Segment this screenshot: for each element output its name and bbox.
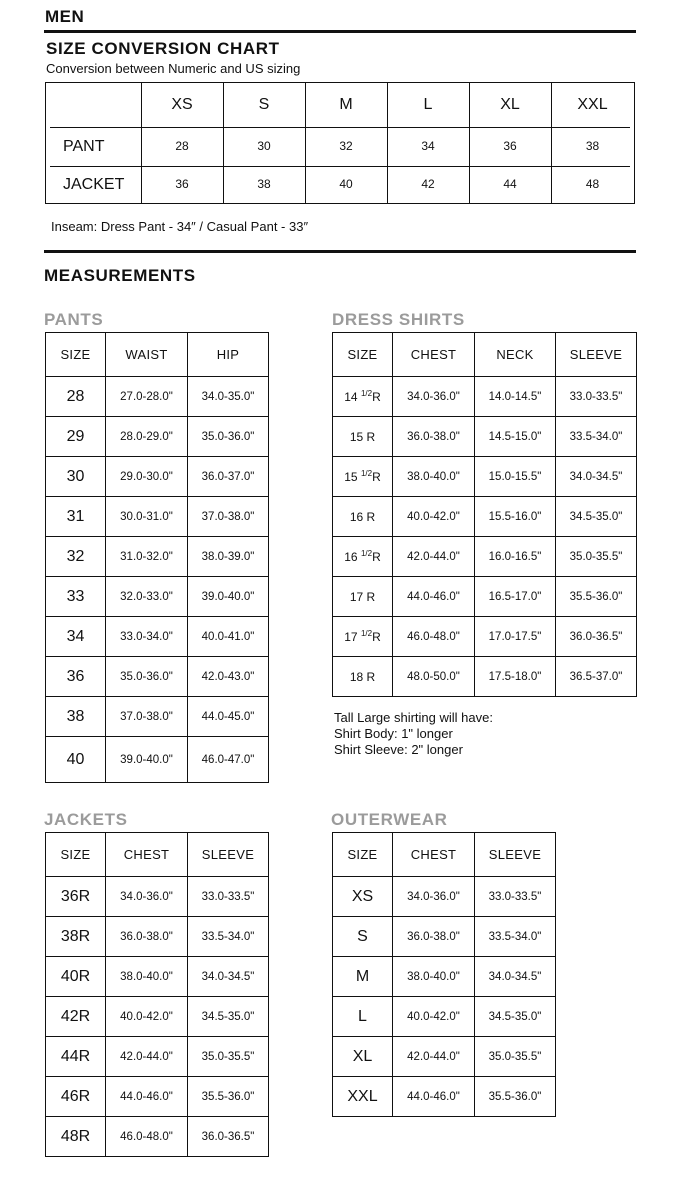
column-header: CHEST bbox=[393, 833, 475, 877]
table-row bbox=[333, 657, 637, 697]
table-row bbox=[333, 537, 637, 577]
outerwear-title: OUTERWEAR bbox=[331, 810, 448, 829]
size-cell: 32 bbox=[46, 537, 106, 577]
measurement-cell: 37.0-38.0" bbox=[106, 697, 188, 737]
size-cell: 17 $^{1/2}$R bbox=[333, 617, 393, 657]
table-row bbox=[46, 737, 269, 783]
table-row bbox=[333, 957, 556, 997]
measurement-cell: 42.0-44.0" bbox=[393, 1037, 475, 1077]
size-cell: 46R bbox=[46, 1077, 106, 1117]
tall-note-line: Shirt Sleeve: 2" longer bbox=[334, 742, 463, 757]
table-row bbox=[46, 1077, 269, 1117]
measurement-cell: 15.0-15.5" bbox=[475, 457, 556, 497]
jackets-table bbox=[45, 832, 269, 1157]
size-cell: L bbox=[333, 997, 393, 1037]
measurement-cell: 44.0-46.0" bbox=[393, 577, 475, 617]
measurement-cell: 35.5-36.0" bbox=[188, 1077, 269, 1117]
table-row bbox=[46, 577, 269, 617]
conversion-row-line bbox=[50, 166, 630, 167]
conversion-col-header: M bbox=[339, 96, 353, 113]
measurement-cell: 34.5-35.0" bbox=[475, 997, 556, 1037]
table-header-row bbox=[46, 333, 269, 377]
column-header: CHEST bbox=[393, 333, 475, 377]
measurement-cell: 42.0-44.0" bbox=[106, 1037, 188, 1077]
table-row bbox=[333, 997, 556, 1037]
measurement-cell: 35.0-35.5" bbox=[475, 1037, 556, 1077]
size-cell: 30 bbox=[46, 457, 106, 497]
conversion-row-label: PANT bbox=[63, 138, 105, 155]
pants-title: PANTS bbox=[44, 310, 104, 329]
conversion-col-header: XL bbox=[500, 96, 520, 113]
measurement-cell: 34.5-35.0" bbox=[188, 997, 269, 1037]
table-row bbox=[46, 697, 269, 737]
size-cell: M bbox=[333, 957, 393, 997]
measurement-cell: 33.0-33.5" bbox=[188, 877, 269, 917]
table-row bbox=[46, 497, 269, 537]
size-cell: 16 $^{1/2}$R bbox=[333, 537, 393, 577]
size-cell: 28 bbox=[46, 377, 106, 417]
measurement-cell: 40.0-41.0" bbox=[188, 617, 269, 657]
conversion-cell: 36 bbox=[175, 177, 189, 191]
measurement-cell: 36.5-37.0" bbox=[556, 657, 637, 697]
measurement-cell: 33.0-33.5" bbox=[556, 377, 637, 417]
measurement-cell: 44.0-46.0" bbox=[106, 1077, 188, 1117]
table-row bbox=[46, 957, 269, 997]
jackets-title: JACKETS bbox=[44, 810, 128, 829]
tall-note bbox=[334, 710, 493, 758]
measurement-cell: 35.5-36.0" bbox=[475, 1077, 556, 1117]
measurement-cell: 36.0-36.5" bbox=[556, 617, 637, 657]
measurement-cell: 40.0-42.0" bbox=[393, 497, 475, 537]
table-row bbox=[46, 1117, 269, 1157]
table-row bbox=[46, 537, 269, 577]
conversion-col-header: S bbox=[258, 96, 270, 113]
measurement-cell: 33.5-34.0" bbox=[556, 417, 637, 457]
table-row bbox=[333, 917, 556, 957]
size-cell: 44R bbox=[46, 1037, 106, 1077]
measurement-cell: 32.0-33.0" bbox=[106, 577, 188, 617]
measurement-cell: 34.5-35.0" bbox=[556, 497, 637, 537]
conversion-cell: 36 bbox=[503, 139, 517, 153]
measurement-cell: 46.0-47.0" bbox=[188, 737, 269, 783]
conversion-col-header: XS bbox=[171, 96, 193, 113]
measurement-cell: 17.0-17.5" bbox=[475, 617, 556, 657]
conversion-cell: 40 bbox=[339, 177, 353, 191]
column-header: CHEST bbox=[106, 833, 188, 877]
measurement-cell: 33.0-34.0" bbox=[106, 617, 188, 657]
measurement-cell: 36.0-38.0" bbox=[393, 917, 475, 957]
size-cell: 36 bbox=[46, 657, 106, 697]
measurement-cell: 30.0-31.0" bbox=[106, 497, 188, 537]
dress-shirts-table bbox=[332, 332, 637, 697]
divider bbox=[44, 30, 636, 33]
measurement-cell: 34.0-34.5" bbox=[475, 957, 556, 997]
measurement-cell: 36.0-37.0" bbox=[188, 457, 269, 497]
measurement-cell: 34.0-34.5" bbox=[556, 457, 637, 497]
measurement-cell: 44.0-46.0" bbox=[393, 1077, 475, 1117]
table-row bbox=[46, 917, 269, 957]
measurement-cell: 38.0-40.0" bbox=[106, 957, 188, 997]
table-row bbox=[46, 457, 269, 497]
measurement-cell: 29.0-30.0" bbox=[106, 457, 188, 497]
size-cell: 34 bbox=[46, 617, 106, 657]
conversion-row-label: JACKET bbox=[63, 176, 125, 193]
tall-note-line: Shirt Body: 1" longer bbox=[334, 726, 453, 741]
conversion-cell: 28 bbox=[175, 139, 189, 153]
size-cell: 15 R bbox=[333, 417, 393, 457]
table-row bbox=[46, 377, 269, 417]
size-cell: 42R bbox=[46, 997, 106, 1037]
measurement-cell: 35.5-36.0" bbox=[556, 577, 637, 617]
measurement-cell: 39.0-40.0" bbox=[106, 737, 188, 783]
size-cell: 29 bbox=[46, 417, 106, 457]
half-size-mark: 1/2 bbox=[360, 629, 373, 638]
measurement-cell: 40.0-42.0" bbox=[106, 997, 188, 1037]
measurement-cell: 33.5-34.0" bbox=[475, 917, 556, 957]
half-size-mark: 1/2 bbox=[360, 389, 373, 398]
column-header: NECK bbox=[475, 333, 556, 377]
measurement-cell: 33.0-33.5" bbox=[475, 877, 556, 917]
size-cell: 15 $^{1/2}$R bbox=[333, 457, 393, 497]
measurement-cell: 42.0-43.0" bbox=[188, 657, 269, 697]
size-cell: 18 R bbox=[333, 657, 393, 697]
conversion-col-line bbox=[387, 83, 388, 203]
conversion-cell: 34 bbox=[421, 139, 435, 153]
table-row bbox=[46, 877, 269, 917]
measurement-cell: 35.0-36.0" bbox=[188, 417, 269, 457]
divider bbox=[44, 250, 636, 253]
conversion-col-line bbox=[469, 83, 470, 203]
measurement-cell: 40.0-42.0" bbox=[393, 997, 475, 1037]
measurement-cell: 37.0-38.0" bbox=[188, 497, 269, 537]
measurement-cell: 34.0-36.0" bbox=[393, 377, 475, 417]
conversion-col-line bbox=[551, 83, 552, 203]
table-row bbox=[46, 997, 269, 1037]
size-cell: 40 bbox=[46, 737, 106, 783]
size-cell: S bbox=[333, 917, 393, 957]
half-size-mark: 1/2 bbox=[360, 469, 373, 478]
half-size-mark: 1/2 bbox=[360, 549, 373, 558]
measurement-cell: 35.0-35.5" bbox=[556, 537, 637, 577]
conversion-col-header: XXL bbox=[577, 96, 608, 113]
measurement-cell: 38.0-39.0" bbox=[188, 537, 269, 577]
table-row bbox=[333, 877, 556, 917]
measurement-cell: 35.0-35.5" bbox=[188, 1037, 269, 1077]
conversion-col-header: L bbox=[423, 96, 433, 113]
column-header: SLEEVE bbox=[188, 833, 269, 877]
conversion-col-line bbox=[141, 83, 142, 203]
table-header-row bbox=[333, 833, 556, 877]
pants-table bbox=[45, 332, 269, 783]
measurement-cell: 34.0-36.0" bbox=[393, 877, 475, 917]
conversion-row-line bbox=[50, 127, 630, 128]
measurement-cell: 35.0-36.0" bbox=[106, 657, 188, 697]
table-row bbox=[333, 497, 637, 537]
measurement-cell: 38.0-40.0" bbox=[393, 957, 475, 997]
column-header: SIZE bbox=[46, 333, 106, 377]
table-row bbox=[46, 1037, 269, 1077]
table-row bbox=[46, 417, 269, 457]
measurements-title: MEASUREMENTS bbox=[44, 266, 196, 285]
table-row bbox=[333, 577, 637, 617]
measurement-cell: 28.0-29.0" bbox=[106, 417, 188, 457]
table-header-row bbox=[333, 333, 637, 377]
table-row bbox=[46, 617, 269, 657]
column-header: SLEEVE bbox=[475, 833, 556, 877]
size-cell: XL bbox=[333, 1037, 393, 1077]
measurement-cell: 39.0-40.0" bbox=[188, 577, 269, 617]
table-header-row bbox=[46, 833, 269, 877]
dress-shirts-title: DRESS SHIRTS bbox=[332, 310, 465, 329]
column-header: HIP bbox=[188, 333, 269, 377]
table-row bbox=[333, 1077, 556, 1117]
size-cell: 48R bbox=[46, 1117, 106, 1157]
table-row bbox=[333, 1037, 556, 1077]
conversion-cell: 38 bbox=[585, 139, 600, 153]
tall-note-line: Tall Large shirting will have: bbox=[334, 710, 493, 725]
column-header: SLEEVE bbox=[556, 333, 637, 377]
size-cell: 16 R bbox=[333, 497, 393, 537]
size-cell: 31 bbox=[46, 497, 106, 537]
conversion-cell: 48 bbox=[585, 177, 600, 191]
measurement-cell: 34.0-35.0" bbox=[188, 377, 269, 417]
table-row bbox=[333, 417, 637, 457]
outerwear-table bbox=[332, 832, 556, 1117]
inseam-note: Inseam: Dress Pant - 34″ / Casual Pant - 33″ bbox=[51, 219, 309, 234]
conversion-cell: 30 bbox=[257, 139, 271, 153]
column-header: SIZE bbox=[333, 333, 393, 377]
measurement-cell: 14.5-15.0" bbox=[475, 417, 556, 457]
measurement-cell: 36.0-38.0" bbox=[393, 417, 475, 457]
conversion-cell: 42 bbox=[421, 177, 435, 191]
conversion-col-line bbox=[223, 83, 224, 203]
measurement-cell: 17.5-18.0" bbox=[475, 657, 556, 697]
size-cell: 33 bbox=[46, 577, 106, 617]
measurement-cell: 34.0-36.0" bbox=[106, 877, 188, 917]
size-cell: 40R bbox=[46, 957, 106, 997]
size-cell: 38R bbox=[46, 917, 106, 957]
conversion-cell: 38 bbox=[257, 177, 271, 191]
table-row bbox=[333, 377, 637, 417]
measurement-cell: 38.0-40.0" bbox=[393, 457, 475, 497]
column-header: SIZE bbox=[333, 833, 393, 877]
measurement-cell: 31.0-32.0" bbox=[106, 537, 188, 577]
page-title: MEN bbox=[45, 7, 85, 26]
conversion-table bbox=[45, 82, 635, 204]
table-row bbox=[333, 457, 637, 497]
measurement-cell: 16.5-17.0" bbox=[475, 577, 556, 617]
conversion-subtitle: Conversion between Numeric and US sizing bbox=[46, 61, 301, 76]
conversion-title: SIZE CONVERSION CHART bbox=[46, 39, 280, 58]
table-row bbox=[46, 657, 269, 697]
measurement-cell: 48.0-50.0" bbox=[393, 657, 475, 697]
table-row bbox=[333, 617, 637, 657]
size-cell: 36R bbox=[46, 877, 106, 917]
measurement-cell: 36.0-36.5" bbox=[188, 1117, 269, 1157]
measurement-cell: 36.0-38.0" bbox=[106, 917, 188, 957]
size-cell: XXL bbox=[333, 1077, 393, 1117]
measurement-cell: 42.0-44.0" bbox=[393, 537, 475, 577]
size-cell: 14 $^{1/2}$R bbox=[333, 377, 393, 417]
column-header: SIZE bbox=[46, 833, 106, 877]
measurement-cell: 15.5-16.0" bbox=[475, 497, 556, 537]
size-cell: 17 R bbox=[333, 577, 393, 617]
size-cell: 38 bbox=[46, 697, 106, 737]
column-header: WAIST bbox=[106, 333, 188, 377]
measurement-cell: 14.0-14.5" bbox=[475, 377, 556, 417]
conversion-col-line bbox=[305, 83, 306, 203]
measurement-cell: 16.0-16.5" bbox=[475, 537, 556, 577]
size-cell: XS bbox=[333, 877, 393, 917]
measurement-cell: 44.0-45.0" bbox=[188, 697, 269, 737]
measurement-cell: 46.0-48.0" bbox=[106, 1117, 188, 1157]
conversion-cell: 32 bbox=[339, 139, 353, 153]
measurement-cell: 33.5-34.0" bbox=[188, 917, 269, 957]
measurement-cell: 27.0-28.0" bbox=[106, 377, 188, 417]
conversion-cell: 44 bbox=[503, 177, 517, 191]
measurement-cell: 34.0-34.5" bbox=[188, 957, 269, 997]
measurement-cell: 46.0-48.0" bbox=[393, 617, 475, 657]
